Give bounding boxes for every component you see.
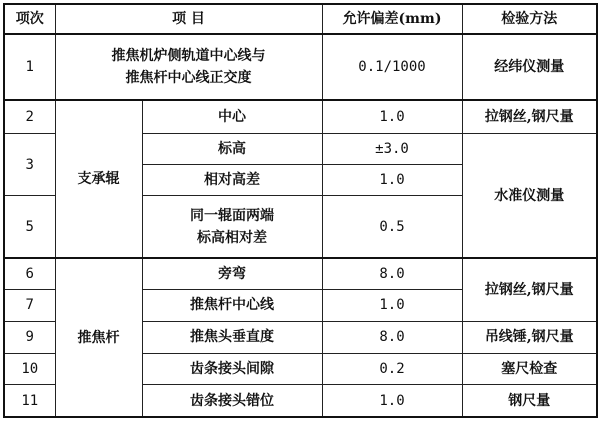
row-tolerance: ±3.0	[322, 133, 462, 164]
row-item-line: 推焦机炉侧轨道中心线与	[111, 48, 266, 65]
row-item: 中心	[142, 100, 322, 133]
row-item-line: 推焦杆中心线正交度	[125, 70, 252, 87]
row-item: 齿条接头间隙	[142, 353, 322, 384]
row-tolerance: 0.1/1000	[322, 34, 462, 100]
row-no: 2	[4, 100, 55, 133]
row-no: 3	[4, 133, 55, 196]
row-tolerance: 1.0	[322, 290, 462, 321]
row-method: 塞尺检查	[462, 353, 597, 384]
row-tolerance: 1.0	[322, 385, 462, 417]
row-item	[142, 196, 322, 259]
row-method: 水准仪测量	[462, 133, 597, 258]
row-item: 标高	[142, 133, 322, 164]
header-item: 项 目	[55, 4, 322, 34]
row-tolerance: 1.0	[322, 165, 462, 196]
row-item: 推焦杆中心线	[142, 290, 322, 321]
row-item: 推焦头垂直度	[142, 321, 322, 353]
row-no: 9	[4, 321, 55, 353]
header-tolerance: 允许偏差(mm)	[322, 4, 462, 34]
row-no: 6	[4, 258, 55, 289]
header-row	[4, 4, 597, 34]
row-tolerance: 8.0	[322, 321, 462, 353]
row-no: 1	[4, 34, 55, 100]
tolerance-table	[3, 3, 598, 418]
row-method: 经纬仪测量	[462, 34, 597, 100]
group-label-support-roller: 支承辊	[55, 100, 142, 259]
header-method: 检验方法	[462, 4, 597, 34]
row-item-line: 同一辊面两端	[190, 207, 274, 224]
row-tolerance: 1.0	[322, 100, 462, 133]
header-no: 项次	[4, 4, 55, 34]
table-row	[4, 258, 597, 289]
row-method: 吊线锤,钢尺量	[462, 321, 597, 353]
row-method: 拉钢丝,钢尺量	[462, 100, 597, 133]
row-no: 11	[4, 385, 55, 417]
row-no: 10	[4, 353, 55, 384]
row-item: 旁弯	[142, 258, 322, 289]
row-no: 7	[4, 290, 55, 321]
row-no: 5	[4, 196, 55, 259]
row-item: 齿条接头错位	[142, 385, 322, 417]
row-item	[55, 34, 322, 100]
row-item: 相对高差	[142, 165, 322, 196]
row-tolerance: 0.2	[322, 353, 462, 384]
row-item-line: 标高相对差	[197, 229, 267, 246]
table-row	[4, 34, 597, 100]
row-method: 拉钢丝,钢尺量	[462, 258, 597, 321]
row-method: 钢尺量	[462, 385, 597, 417]
row-tolerance: 8.0	[322, 258, 462, 289]
row-tolerance: 0.5	[322, 196, 462, 259]
table-row	[4, 100, 597, 133]
group-label-push-rod: 推焦杆	[55, 258, 142, 417]
